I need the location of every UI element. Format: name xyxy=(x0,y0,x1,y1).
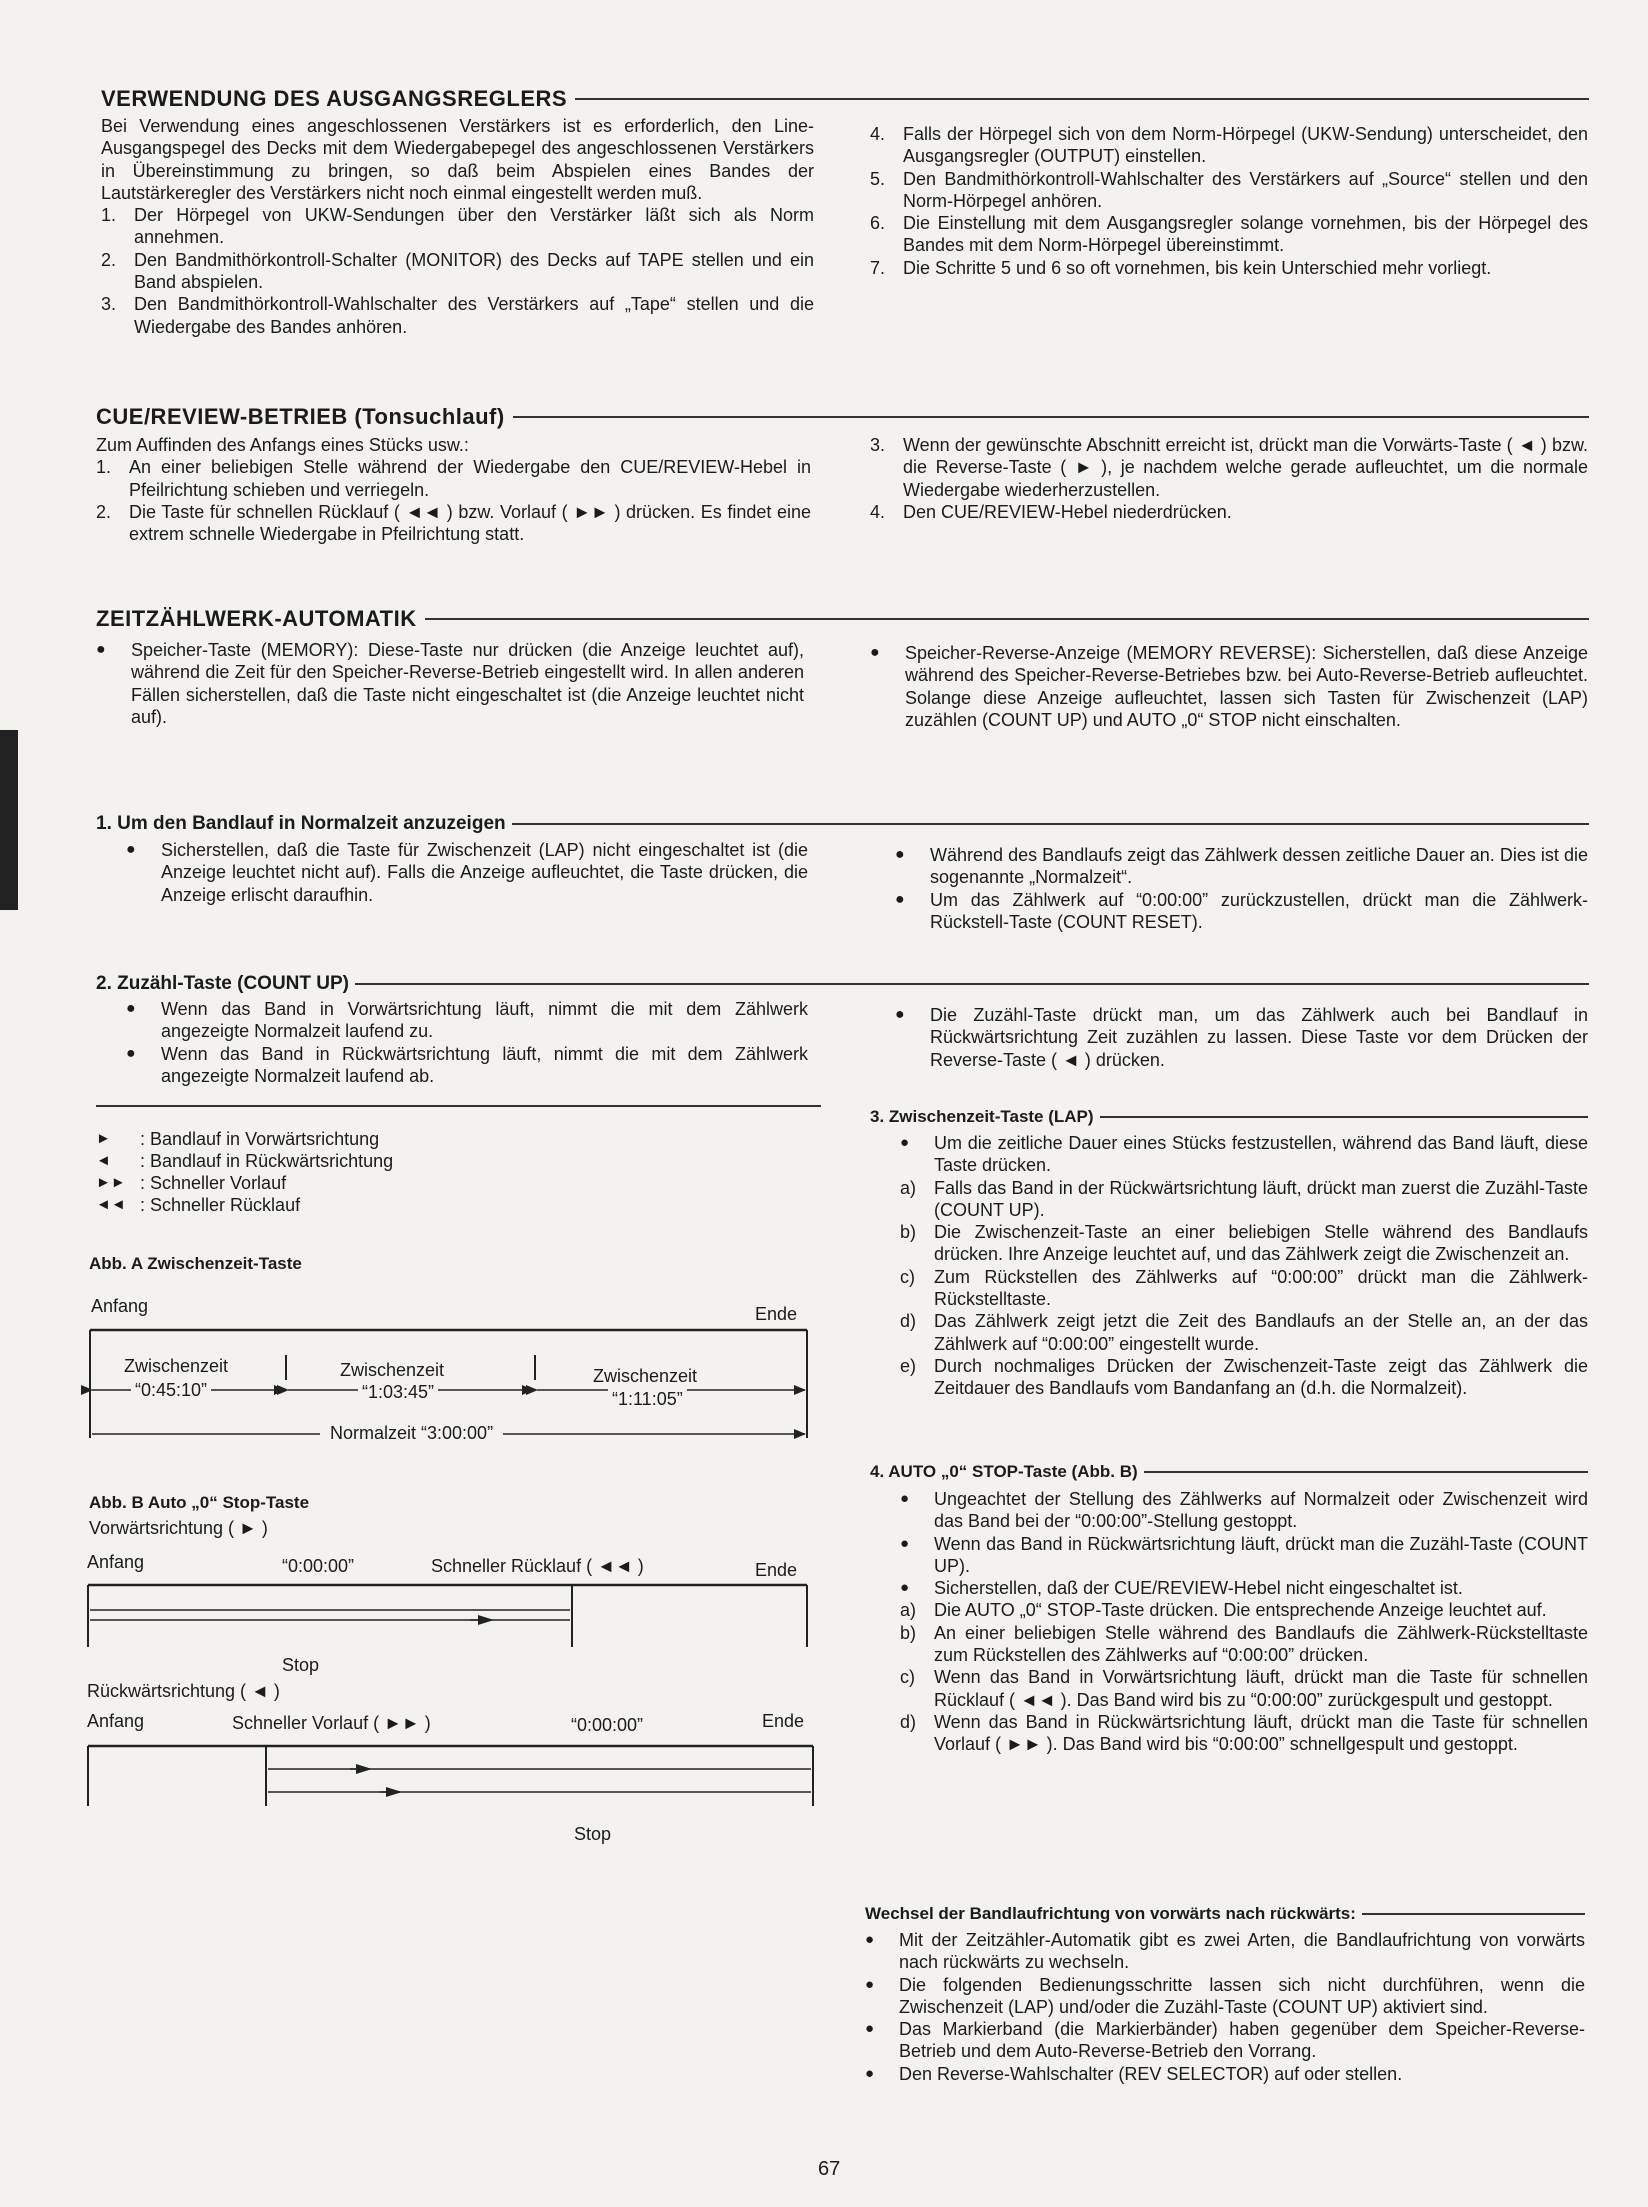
figure-a-caption: Abb. A Zwischenzeit-Taste xyxy=(89,1254,302,1273)
figure-a-start-label: Anfang xyxy=(91,1296,149,1316)
numbered-step xyxy=(101,249,814,294)
list-item xyxy=(865,2063,1585,2085)
lap-1-time: “0:45:10” xyxy=(131,1380,211,1401)
cue-review-right-column xyxy=(870,434,1588,523)
bullet-icon: ● xyxy=(895,890,905,908)
figure-b-forward-zero: “0:00:00” xyxy=(282,1556,355,1576)
bullet-icon: ● xyxy=(900,1579,910,1597)
lettered-step xyxy=(900,1666,1588,1711)
legend-symbol-icon: ► xyxy=(96,1130,111,1147)
bullet-icon: ● xyxy=(870,644,880,661)
intro-paragraph: Bei Verwendung eines angeschlossenen Verstärkers ist es erforderlich, den Line-Ausgangspegel des Decks mit dem Wiedergabepegel des angeschlossenen Verstärkers in Übereinstimmung zu bringen, so daß beim Abspielen eines Bandes der Lautstärkeregler des Verstärkers nicht noch einmal eingestellt werden muß. xyxy=(101,116,814,203)
normalzeit-left-column xyxy=(96,839,808,906)
heading-text: CUE/REVIEW-BETRIEB (Tonsuchlauf) xyxy=(96,404,505,429)
list-item-text: Den Bandmithörkontroll-Wahlschalter des Verstärkers auf „Source“ stellen und den Norm-Hörpegel anhören. xyxy=(903,168,1588,211)
page-number: 67 xyxy=(818,2158,841,2180)
legend-symbol-icon: ►► xyxy=(96,1174,126,1191)
normalzeit-right-column xyxy=(895,844,1588,933)
list-item-text: Die AUTO „0“ STOP-Taste drücken. Die entsprechende Anzeige leuchtet auf. xyxy=(934,1600,1547,1621)
list-item-text: Ungeachtet der Stellung des Zählwerks auf Normalzeit oder Zwischenzeit wird das Band bei der “0:00:00”-Stellung gestoppt. xyxy=(934,1489,1588,1532)
list-marker: 1. xyxy=(101,205,117,226)
ausgangsregler-left-column xyxy=(101,115,814,338)
list-marker: 3. xyxy=(101,294,117,315)
list-item-text: Die Zuzähl-Taste drückt man, um das Zählwerk auch bei Bandlauf in Rückwärtsrichtung Zeit zuzählen zu lassen. Diese Taste vor dem Drücken der Reverse-Taste ( ◄ ) drücken. xyxy=(930,1005,1588,1070)
list-item xyxy=(900,1577,1588,1599)
subsection-heading-lap xyxy=(870,1107,1588,1127)
lettered-step xyxy=(900,1599,1588,1621)
list-item-text: Der Hörpegel von UKW-Sendungen über den Verstärker läßt sich als Norm annehmen. xyxy=(134,205,814,248)
list-item-text: Wenn das Band in Rückwärtsrichtung läuft, nimmt die mit dem Zählwerk angezeigte Normalzeit laufend ab. xyxy=(161,1043,808,1086)
bullet-icon: ● xyxy=(865,2064,875,2082)
list-item xyxy=(870,642,1588,731)
legend-entry xyxy=(96,1172,496,1194)
list-item xyxy=(895,844,1588,889)
bullet-icon: ● xyxy=(900,1134,910,1151)
lettered-step xyxy=(900,1177,1588,1222)
bullet-icon: ● xyxy=(126,841,136,858)
list-marker: 3. xyxy=(870,435,886,455)
list-marker: 7. xyxy=(870,257,886,278)
list-item-text: An einer beliebigen Stelle während der Wiedergabe den CUE/REVIEW-Hebel in Pfeilrichtung schieben und verriegeln. xyxy=(129,457,811,500)
figure-b-forward-stop: Stop xyxy=(282,1655,320,1675)
figure-b-caption: Abb. B Auto „0“ Stop-Taste xyxy=(89,1493,310,1512)
list-item-text: Durch nochmaliges Drücken der Zwischenzeit-Taste zeigt das Zählwerk die Zeitdauer des Bandlaufs vom Bandanfang an (d.h. die Normalzeit). xyxy=(934,1355,1588,1399)
legend-entry xyxy=(96,1150,496,1172)
heading-text: VERWENDUNG DES AUSGANGSREGLERS xyxy=(101,86,568,111)
subsection-heading-auto-stop xyxy=(870,1462,1588,1482)
figure-b-forward-action: Schneller Rücklauf ( ◄◄ ) xyxy=(431,1556,644,1576)
lap-1-label: Zwischenzeit xyxy=(124,1356,229,1376)
heading-rule xyxy=(355,983,1589,985)
list-item xyxy=(126,1043,808,1088)
list-item-text: An einer beliebigen Stelle während des Bandlaufs die Zählwerk-Rückstelltaste zum Rückstellen des Zählwerks auf “0:00:00” drücken. xyxy=(934,1622,1588,1666)
lap-column xyxy=(870,1132,1588,1400)
lap-3-label: Zwischenzeit xyxy=(593,1366,698,1386)
legend-text: : Bandlauf in Rückwärtsrichtung xyxy=(140,1151,394,1171)
bullet-icon: ● xyxy=(900,1534,910,1552)
figure-b-reverse-end: Ende xyxy=(762,1711,805,1731)
legend-text: : Schneller Rücklauf xyxy=(140,1195,301,1215)
list-item-text: Speicher-Reverse-Anzeige (MEMORY REVERSE): Sicherstellen, daß diese Anzeige während des Speicher-Reverse-Betriebes bzw. bei Auto-Reverse-Betrieb aufleuchtet. Solange diese Anzeige aufleuchtet, lassen sich Tasten für Zwischenzeit (LAP) zuzählen (COUNT UP) und AUTO „0“ STOP nicht einschalten. xyxy=(905,643,1588,730)
list-item-text: Mit der Zeitzähler-Automatik gibt es zwei Arten, die Bandlaufrichtung von vorwärts nach rückwärts zu wechseln. xyxy=(899,1930,1585,1973)
figure-b-reverse-title: Rückwärtsrichtung ( ◄ ) xyxy=(87,1681,280,1701)
list-item-text: Sicherstellen, daß der CUE/REVIEW-Hebel nicht eingeschaltet ist. xyxy=(934,1578,1463,1599)
list-item-text: Den CUE/REVIEW-Hebel niederdrücken. xyxy=(903,501,1232,522)
list-marker: 2. xyxy=(101,249,117,270)
numbered-step xyxy=(96,456,811,501)
list-marker: d) xyxy=(900,1311,917,1332)
normal-time-label: Normalzeit “3:00:00” xyxy=(320,1423,503,1444)
list-item-text: Das Zählwerk zeigt jetzt die Zeit des Bandlaufs an der Stelle an, an der das Zählwerk auf “0:00:00” eingestellt wurde. xyxy=(934,1311,1588,1354)
lap-3-time: “1:11:05” xyxy=(608,1389,687,1410)
list-item xyxy=(895,1004,1588,1071)
symbol-legend xyxy=(96,1128,496,1216)
list-item-text: Sicherstellen, daß die Taste für Zwischenzeit (LAP) nicht eingeschaltet ist (die Anzeige leuchtet nicht auf). Falls die Anzeige aufleuchtet, die Taste drücken, die Anzeige erlischt daraufhin. xyxy=(161,840,808,905)
figure-b-reverse-diagram xyxy=(80,1736,820,1816)
list-item-text: Zum Rückstellen des Zählwerks auf “0:00:00” drückt man die Zählwerk-Rückstelltaste. xyxy=(934,1266,1588,1310)
list-item-text: Die Einstellung mit dem Ausgangsregler solange vornehmen, bis der Hörpegel des Bandes mit dem Norm-Hörpegel übereinstimmt. xyxy=(903,213,1588,256)
list-item-text: Um das Zählwerk auf “0:00:00” zurückzustellen, drückt man die Zählwerk-Rückstell-Taste (COUNT RESET). xyxy=(930,889,1588,932)
bullet-icon: ● xyxy=(865,1975,875,1993)
heading-text: 1. Um den Bandlauf in Normalzeit anzuzeigen xyxy=(96,813,506,834)
list-item-text: Speicher-Taste (MEMORY): Diese-Taste nur drücken (die Anzeige leuchtet auf), während die Zeit für den Speicher-Reverse-Betrieb eingestellt wird. In allen anderen Fällen sicherstellen, daß die Taste nicht eingeschaltet ist (die Anzeige leuchtet nicht auf). xyxy=(131,640,804,727)
lettered-step xyxy=(900,1221,1588,1266)
heading-text: ZEITZÄHLWERK-AUTOMATIK xyxy=(96,606,417,631)
list-item-text: Wenn das Band in Rückwärtsrichtung läuft, drückt man die Zuzähl-Taste (COUNT UP). xyxy=(934,1533,1588,1576)
bullet-icon: ● xyxy=(895,846,905,863)
heading-rule xyxy=(575,98,1589,100)
numbered-step xyxy=(870,212,1588,257)
bullet-icon: ● xyxy=(126,1000,136,1017)
wechsel-column xyxy=(865,1929,1585,2085)
figure-b-reverse-action: Schneller Vorlauf ( ►► ) xyxy=(232,1713,431,1733)
list-item-text: Die Zwischenzeit-Taste an einer beliebigen Stelle während des Bandlaufs drücken. Ihre Anzeige leuchtet auf, und das Zählwerk zeigt die Zwischenzeit an. xyxy=(934,1222,1588,1265)
list-item xyxy=(96,639,804,728)
list-marker: e) xyxy=(900,1355,917,1376)
heading-text: 3. Zwischenzeit-Taste (LAP) xyxy=(870,1107,1094,1126)
numbered-step xyxy=(870,168,1588,213)
list-item-text: Wenn der gewünschte Abschnitt erreicht ist, drückt man die Vorwärts-Taste ( ◄ ) bzw. die Reverse-Taste ( ► ), je nachdem welche gerade aufleuchtet, um die normale Wiedergabe wiederherzustellen. xyxy=(903,435,1588,500)
list-item-text: Wenn das Band in Rückwärtsrichtung läuft, drückt man die Taste für schnellen Vorlauf ( ►► ). Das Band wird bis “0:00:00” schnellgespult und gestoppt. xyxy=(934,1711,1588,1755)
list-item xyxy=(865,2018,1585,2063)
list-item xyxy=(865,1974,1585,2019)
list-item-text: Falls der Hörpegel sich von dem Norm-Hörpegel (UKW-Sendung) unterscheidet, den Ausgangsregler (OUTPUT) einstellen. xyxy=(903,124,1588,167)
list-item xyxy=(126,839,808,906)
heading-rule xyxy=(1362,1913,1585,1915)
list-item-text: Falls das Band in der Rückwärtsrichtung läuft, drückt man zuerst die Zuzähl-Taste (COUNT UP). xyxy=(934,1177,1588,1220)
cue-review-left-column xyxy=(96,434,811,545)
list-marker: 6. xyxy=(870,213,886,234)
auto-stop-column xyxy=(870,1488,1588,1756)
legend-entry xyxy=(96,1128,496,1150)
section-heading-cue-review xyxy=(96,404,1589,430)
subsection-heading-normalzeit xyxy=(96,813,1589,835)
subsection-heading-count-up xyxy=(96,973,1589,995)
list-marker: 4. xyxy=(870,124,886,144)
list-marker: 4. xyxy=(870,501,886,522)
figure-b-forward-diagram xyxy=(80,1575,820,1655)
figure-b-reverse-start: Anfang xyxy=(87,1711,145,1731)
lettered-step xyxy=(900,1310,1588,1355)
list-item-text: Den Bandmithörkontroll-Wahlschalter des Verstärkers auf „Tape“ stellen und die Wiedergabe des Bandes anhören. xyxy=(134,294,814,337)
list-item xyxy=(900,1533,1588,1578)
page-edge-tab xyxy=(0,730,18,910)
list-item-text: Wenn das Band in Vorwärtsrichtung läuft, nimmt die mit dem Zählwerk angezeigte Normalzeit laufend zu. xyxy=(161,999,808,1042)
list-item xyxy=(126,998,808,1043)
lap-2-time: “1:03:45” xyxy=(358,1382,438,1403)
intro-paragraph: Zum Auffinden des Anfangs eines Stücks usw.: xyxy=(96,435,469,455)
bullet-icon: ● xyxy=(96,641,106,658)
list-item-text: Die Taste für schnellen Rücklauf ( ◄◄ ) bzw. Vorlauf ( ►► ) drücken. Es findet eine extrem schnelle Wiedergabe in Pfeilrichtung statt. xyxy=(129,501,811,545)
heading-text: 4. AUTO „0“ STOP-Taste (Abb. B) xyxy=(870,1462,1138,1481)
count-up-right-column xyxy=(895,1004,1588,1071)
lettered-step xyxy=(900,1711,1588,1756)
list-marker: d) xyxy=(900,1711,917,1732)
list-item-text: Um die zeitliche Dauer eines Stücks festzustellen, während das Band läuft, diese Taste drücken. xyxy=(934,1133,1588,1176)
numbered-step xyxy=(870,123,1588,168)
list-item-text: Die Schritte 5 und 6 so oft vornehmen, bis kein Unterschied mehr vorliegt. xyxy=(903,257,1492,278)
heading-rule xyxy=(1100,1116,1588,1118)
heading-text: 2. Zuzähl-Taste (COUNT UP) xyxy=(96,973,349,994)
list-marker: a) xyxy=(900,1177,917,1198)
list-marker: 1. xyxy=(96,457,112,478)
bullet-icon: ● xyxy=(900,1490,910,1507)
figure-b-reverse-stop: Stop xyxy=(574,1824,612,1844)
zeitzaehlwerk-left-column xyxy=(96,639,804,728)
numbered-step xyxy=(101,293,814,338)
list-item xyxy=(865,1929,1585,1974)
figure-b-forward-title: Vorwärtsrichtung ( ► ) xyxy=(89,1518,268,1538)
ausgangsregler-right-column xyxy=(870,123,1588,279)
bullet-icon: ● xyxy=(865,2020,875,2038)
subsection-heading-wechsel xyxy=(865,1904,1585,1924)
numbered-step xyxy=(870,501,1588,523)
divider-line xyxy=(96,1105,821,1107)
lettered-step xyxy=(900,1622,1588,1667)
legend-symbol-icon: ◄◄ xyxy=(96,1196,126,1213)
figure-b-reverse-zero: “0:00:00” xyxy=(571,1715,644,1735)
list-item-text: Die folgenden Bedienungsschritte lassen sich nicht durchführen, wenn die Zwischenzeit (LAP) und/oder die Zuzähl-Taste (COUNT UP) aktiviert sind. xyxy=(899,1974,1585,2017)
list-marker: c) xyxy=(900,1667,915,1688)
section-heading-zeitzaehlwerk xyxy=(96,606,1589,632)
numbered-step xyxy=(96,501,811,546)
heading-rule xyxy=(1144,1471,1588,1473)
numbered-step xyxy=(870,434,1588,501)
legend-symbol-icon: ◄ xyxy=(96,1152,111,1169)
count-up-left-column xyxy=(96,998,808,1087)
lap-2-label: Zwischenzeit xyxy=(340,1360,445,1380)
bullet-icon: ● xyxy=(865,1931,875,1948)
list-item xyxy=(900,1488,1588,1533)
list-item-text: Den Reverse-Wahlschalter (REV SELECTOR) auf oder stellen. xyxy=(899,2063,1403,2084)
list-item-text: Während des Bandlaufs zeigt das Zählwerk dessen zeitliche Dauer an. Dies ist die sogenannte „Normalzeit“. xyxy=(930,845,1588,888)
section-heading-ausgangsregler xyxy=(101,86,1589,112)
legend-text: : Bandlauf in Vorwärtsrichtung xyxy=(140,1129,380,1149)
heading-rule xyxy=(512,823,1589,825)
list-marker: 2. xyxy=(96,501,112,522)
numbered-step xyxy=(870,257,1588,279)
list-marker: 5. xyxy=(870,168,886,189)
list-marker: a) xyxy=(900,1600,917,1621)
heading-text: Wechsel der Bandlaufrichtung von vorwärts nach rückwärts: xyxy=(865,1904,1356,1923)
list-item xyxy=(895,889,1588,934)
list-marker: b) xyxy=(900,1622,917,1643)
heading-rule xyxy=(513,416,1589,418)
list-item-text: Den Bandmithörkontroll-Schalter (MONITOR) des Decks auf TAPE stellen und ein Band abspielen. xyxy=(134,249,814,293)
list-item-text: Das Markierband (die Markierbänder) haben gegenüber dem Speicher-Reverse-Betrieb und dem Auto-Reverse-Betrieb den Vorrang. xyxy=(899,2019,1585,2062)
figure-b-forward-end: Ende xyxy=(755,1560,798,1580)
bullet-icon: ● xyxy=(126,1044,136,1062)
lettered-step xyxy=(900,1355,1588,1400)
heading-rule xyxy=(425,618,1589,620)
lettered-step xyxy=(900,1266,1588,1311)
figure-a-end-label: Ende xyxy=(755,1304,798,1324)
bullet-icon: ● xyxy=(895,1006,905,1023)
numbered-step xyxy=(101,204,814,249)
zeitzaehlwerk-right-column xyxy=(870,642,1588,731)
figure-b-forward-start: Anfang xyxy=(87,1552,145,1572)
legend-text: : Schneller Vorlauf xyxy=(140,1173,287,1193)
list-marker: c) xyxy=(900,1266,915,1287)
list-item xyxy=(900,1132,1588,1177)
list-item-text: Wenn das Band in Vorwärtsrichtung läuft, drückt man die Taste für schnellen Rücklauf ( ◄◄ ). Das Band wird bis zu “0:00:00” zurückgespult und gestoppt. xyxy=(934,1667,1588,1710)
list-marker: b) xyxy=(900,1222,917,1243)
legend-entry xyxy=(96,1194,496,1216)
